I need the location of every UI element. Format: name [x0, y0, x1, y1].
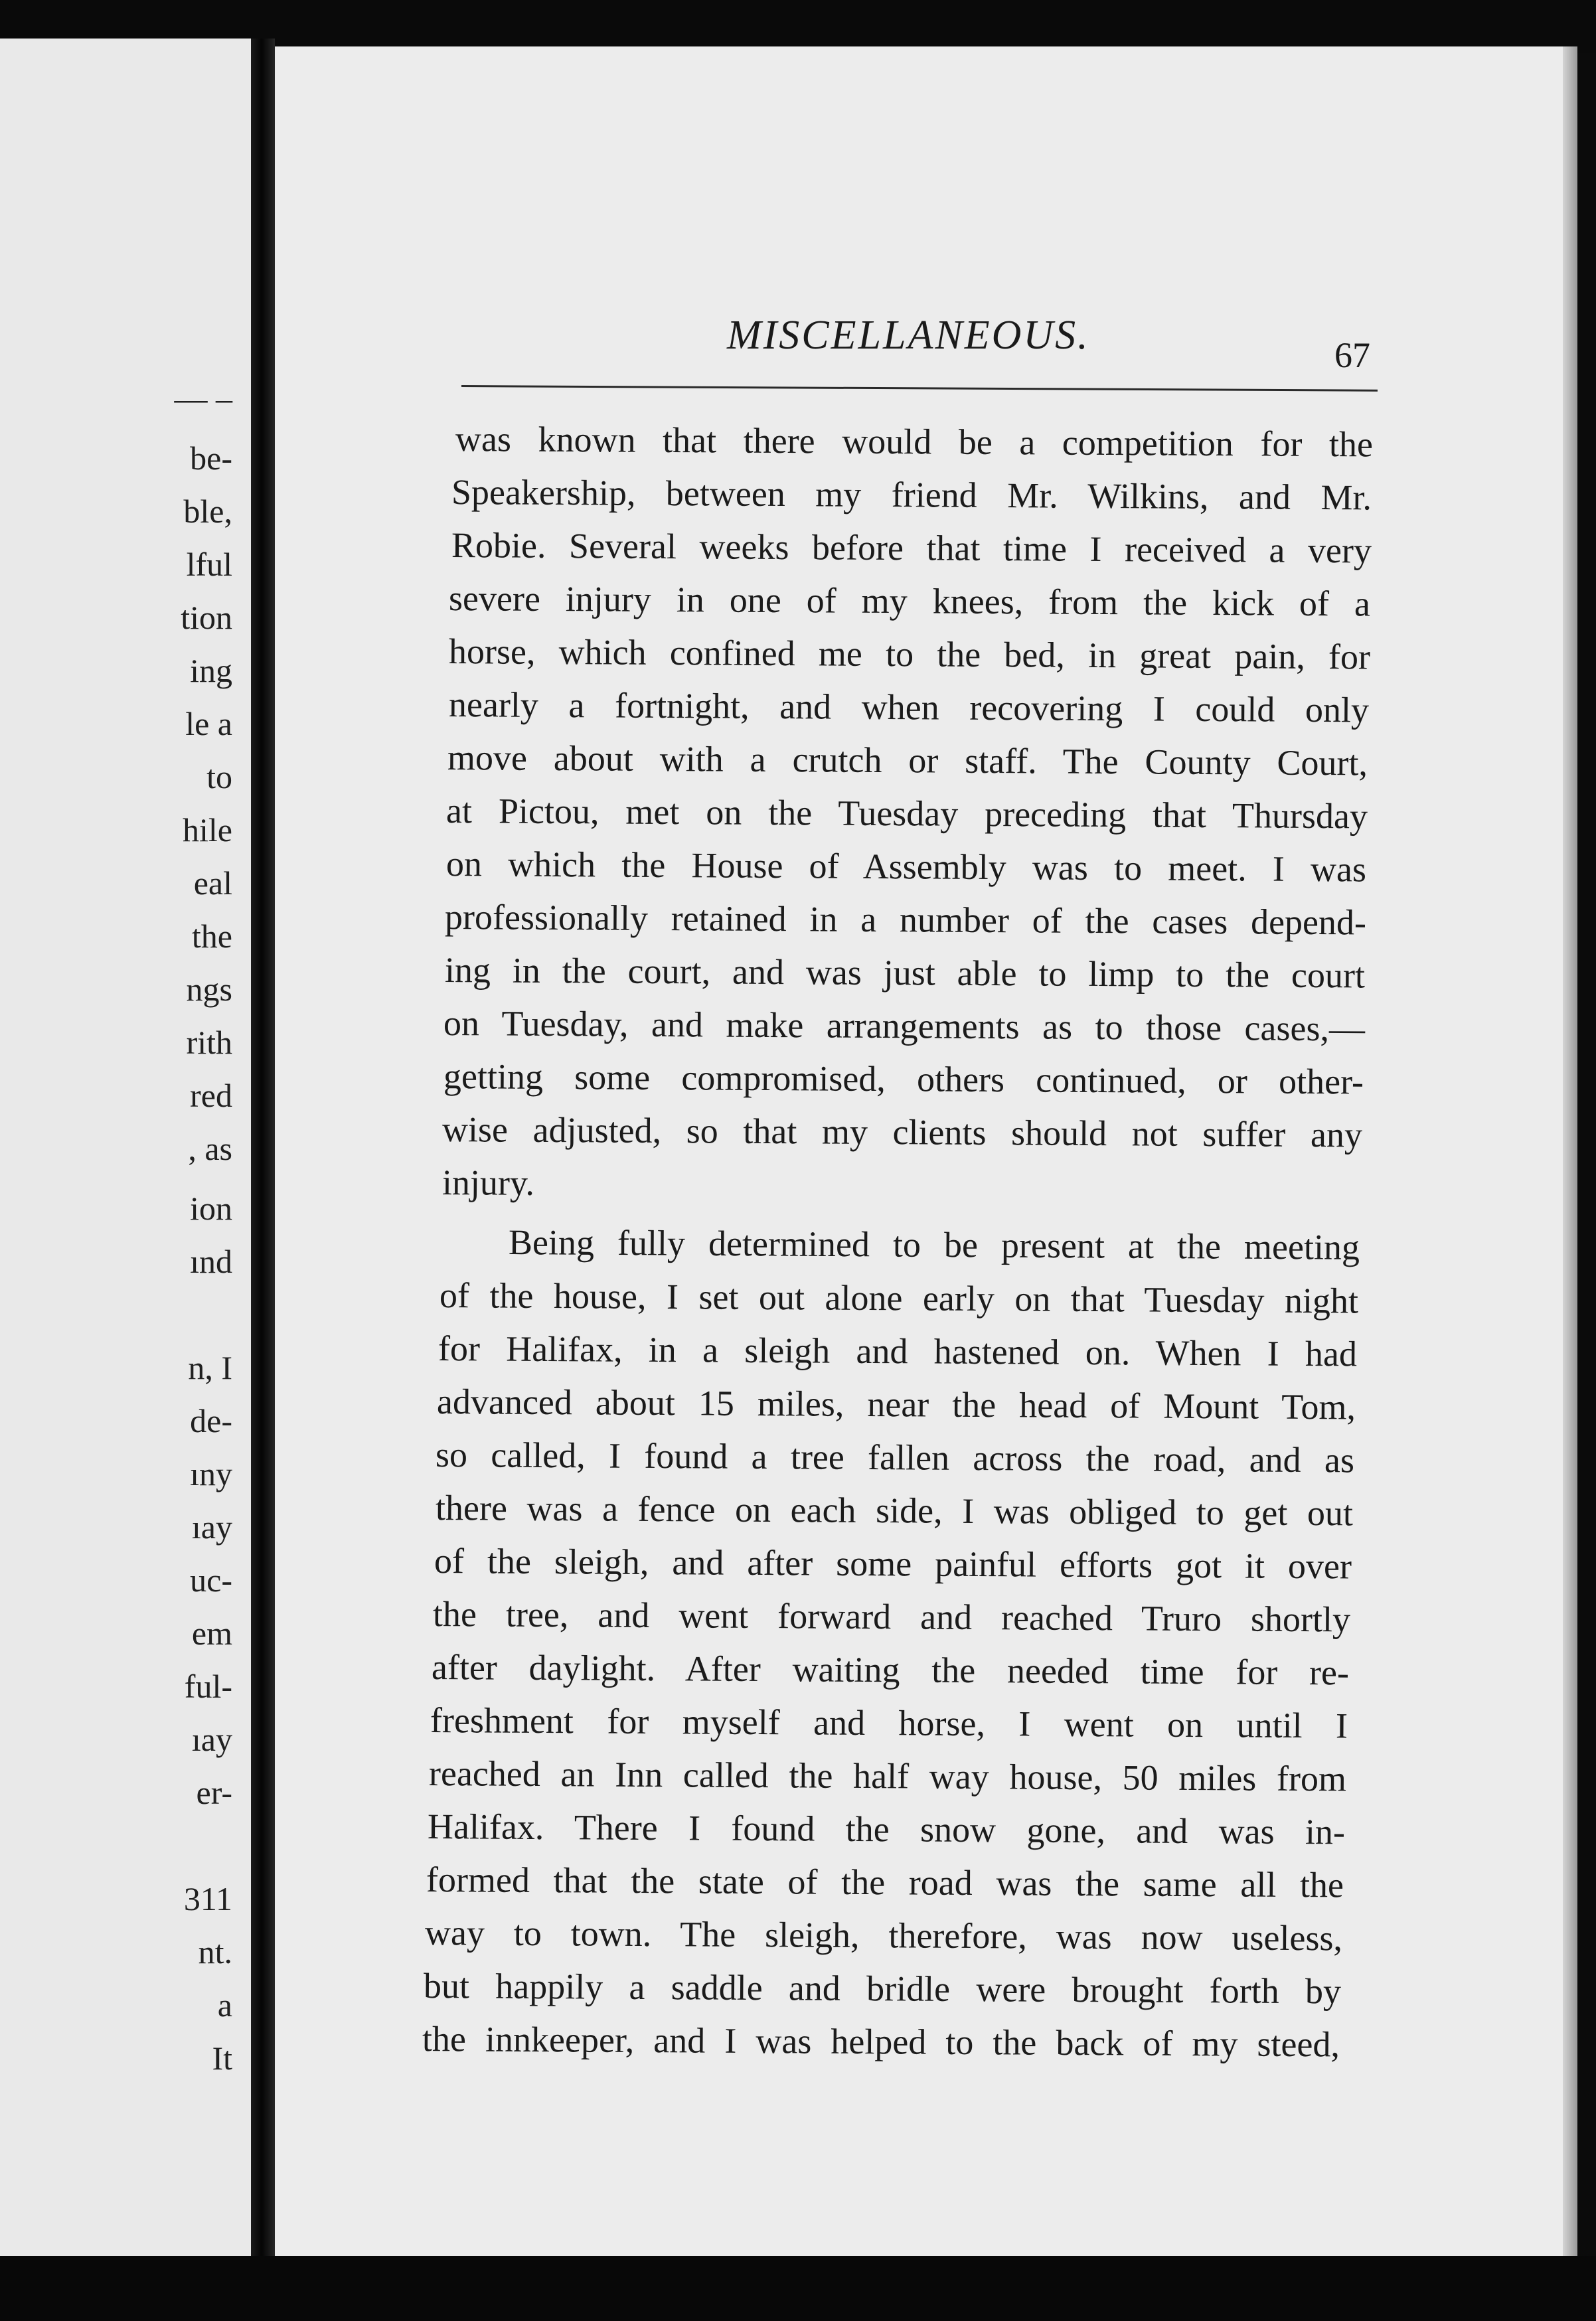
- left-page-fragment: ıny: [190, 1455, 232, 1492]
- left-page-fragment: le a: [185, 705, 232, 742]
- left-page-fragment: hile: [183, 811, 232, 848]
- text-line: there was a fence on each side, I was obliged to get out: [435, 1488, 1354, 1534]
- text-line: Speakership, between my friend Mr. Wilkins, and Mr.: [451, 472, 1372, 518]
- left-page-fragment: ing: [190, 652, 232, 689]
- text-line: so called, I found a tree fallen across the road, and as: [435, 1435, 1355, 1481]
- left-page-fragment: em: [191, 1615, 232, 1652]
- left-page-fragment: 311: [183, 1880, 232, 1917]
- left-page-fragment: n, I: [188, 1349, 232, 1386]
- left-page-fragment: It: [212, 2040, 232, 2077]
- text-line: Halifax. There I found the snow gone, and was in-: [427, 1806, 1346, 1852]
- text-line: but happily a saddle and bridle were brought forth by: [423, 1966, 1342, 2012]
- text-line: nearly a fortnight, and when recovering I could only: [448, 684, 1370, 730]
- left-page-fragment: rith: [186, 1024, 232, 1061]
- left-page-fragment: , as: [188, 1130, 232, 1167]
- left-page-fragment: lful: [186, 546, 232, 583]
- left-page-fragment: to: [206, 758, 232, 795]
- left-page-fragment: eal: [193, 864, 232, 902]
- left-page-fragment: — –: [174, 380, 232, 417]
- left-page-fragment: be-: [190, 440, 232, 477]
- left-page-fragment: ıay: [191, 1721, 232, 1758]
- text-line: getting some compromised, others continued, or other-: [443, 1056, 1364, 1102]
- left-page-fragment: the: [191, 918, 232, 955]
- text-line: formed that the state of the road was the same all the: [426, 1860, 1344, 1905]
- text-line: Being fully determined to be present at the meeting: [508, 1222, 1360, 1267]
- left-page-fragment: ngs: [186, 971, 232, 1008]
- text-line: severe injury in one of my knees, from the kick of a: [448, 578, 1371, 624]
- text-line: of the sleigh, and after some painful efforts got it over: [434, 1541, 1352, 1587]
- text-line: of the house, I set out alone early on that Tuesday night: [439, 1275, 1359, 1321]
- left-page-fragment: nt.: [198, 1933, 232, 1970]
- left-page-fragment: ble,: [183, 493, 232, 530]
- text-line: was known that there would be a competition for the: [455, 419, 1374, 465]
- text-line: the innkeeper, and I was helped to the back of my steed,: [422, 2019, 1340, 2065]
- left-page-fragment: er-: [196, 1774, 232, 1811]
- left-page-fragment: a: [217, 1986, 232, 2024]
- text-line: injury.: [441, 1162, 535, 1203]
- text-line: reached an Inn called the half way house, 50 miles from: [428, 1753, 1347, 1799]
- text-line: for Halifax, in a sleigh and hastened on. When I had: [438, 1328, 1358, 1374]
- text-line: freshment for myself and horse, I went on until I: [430, 1700, 1348, 1746]
- left-page-fragment: ion: [190, 1190, 232, 1227]
- text-line: professionally retained in a number of the cases depend-: [444, 897, 1367, 943]
- text-line: wise adjusted, so that my clients should not suffer any: [441, 1109, 1363, 1155]
- text-line: horse, which confined me to the bed, in great pain, for: [448, 631, 1371, 677]
- left-page-fragment: red: [190, 1077, 232, 1114]
- text-line: way to town. The sleigh, therefore, was now useless,: [424, 1913, 1343, 1959]
- text-line: advanced about 15 miles, near the head of Mount Tom,: [436, 1382, 1356, 1427]
- left-page-fragment: de-: [190, 1402, 232, 1439]
- book-gutter: [251, 39, 275, 2256]
- text-line: Robie. Several weeks before that time I received a very: [451, 525, 1372, 571]
- text-line: on Tuesday, and make arrangements as to those cases,—: [443, 1003, 1366, 1049]
- page-number: 67: [1334, 335, 1370, 375]
- left-page-fragment: tion: [181, 599, 232, 636]
- left-page-fragment: ınd: [190, 1243, 232, 1280]
- facing-page-left: [0, 39, 251, 2256]
- left-page-fragment: ıay: [191, 1508, 232, 1546]
- text-line: ing in the court, and was just able to limp to the court: [444, 950, 1366, 996]
- text-line: at Pictou, met on the Tuesday preceding that Thursday: [445, 791, 1368, 837]
- left-page-fragment: ful-: [184, 1668, 232, 1705]
- text-line: on which the House of Assembly was to meet. I was: [445, 844, 1367, 890]
- left-page-fragment: uc-: [190, 1561, 232, 1599]
- page-edge-shadow: [1563, 46, 1577, 2257]
- scan-bottom-border: [0, 2256, 1596, 2321]
- text-line: move about with a crutch or staff. The County Court,: [447, 738, 1368, 783]
- text-line: after daylight. After waiting the needed time for re-: [431, 1647, 1350, 1693]
- running-head-title: MISCELLANEOUS.: [727, 313, 1090, 358]
- text-line: the tree, and went forward and reached Truro shortly: [432, 1594, 1351, 1640]
